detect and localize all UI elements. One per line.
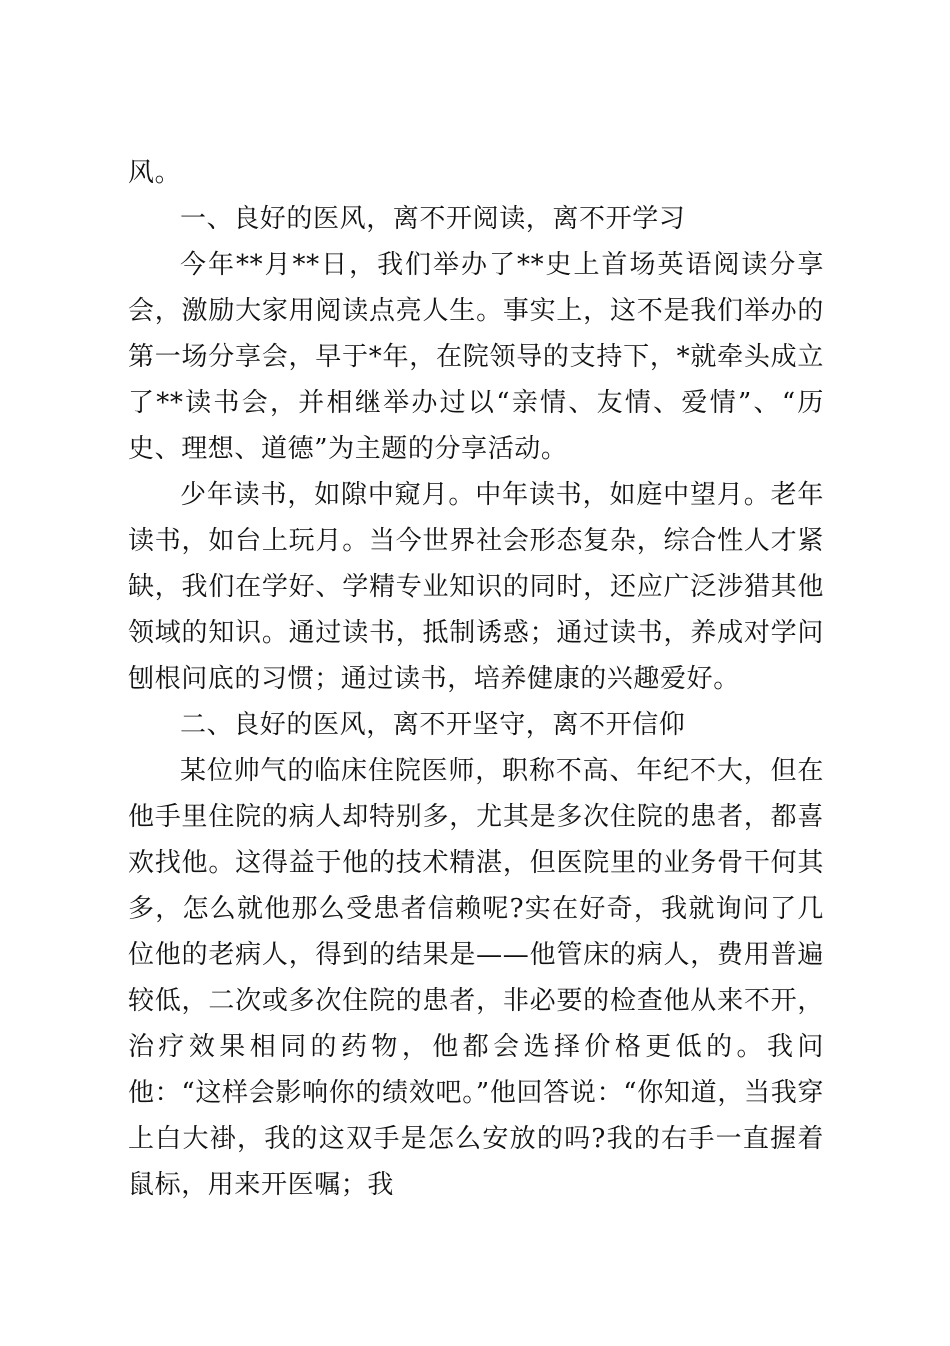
- paragraph-reading-benefits: 少年读书，如隙中窥月。中年读书，如庭中望月。老年读书，如台上玩月。当今世界社会形态复杂，综合性人才紧缺，我们在学好、学精专业知识的同时，还应广泛涉猎其他领域的知识。通过读书，抵制诱惑；通过读书，养成对学问刨根问底的习惯；通过读书，培养健康的兴趣爱好。: [128, 480, 824, 694]
- paragraph-reading-event: 今年**月**日，我们举办了**史上首场英语阅读分享会，激励大家用阅读点亮人生。事实上，这不是我们举办的第一场分享会，早于*年，在院领导的支持下，*就牵头成立了**读书会，并相继举办过以“亲情、友情、爱情”、“历史、理想、道德”为主题的分享活动。: [128, 250, 824, 464]
- paragraph-continuation: 风。: [128, 158, 182, 188]
- section-heading-1: 一、良好的医风，离不开阅读，离不开学习: [180, 204, 686, 234]
- paragraph-doctor-story: 某位帅气的临床住院医师，职称不高、年纪不大，但在他手里住院的病人却特别多，尤其是多次住院的患者，都喜欢找他。这得益于他的技术精湛，但医院里的业务骨干何其多，怎么就他那么受患者信赖呢?实在好奇，我就询问了几位他的老病人，得到的结果是——他管床的病人，费用普遍较低，二次或多次住院的患者，非必要的检查他从来不开，治疗效果相同的药物，他都会选择价格更低的。我问他：“这样会影响你的绩效吧。”他回答说：“你知道，当我穿上白大褂，我的这双手是怎么安放的吗?我的右手一直握着鼠标，用来开医嘱；我: [128, 756, 824, 1200]
- section-heading-2: 二、良好的医风，离不开坚守，离不开信仰: [180, 710, 686, 740]
- document-body: [128, 150, 824, 1208]
